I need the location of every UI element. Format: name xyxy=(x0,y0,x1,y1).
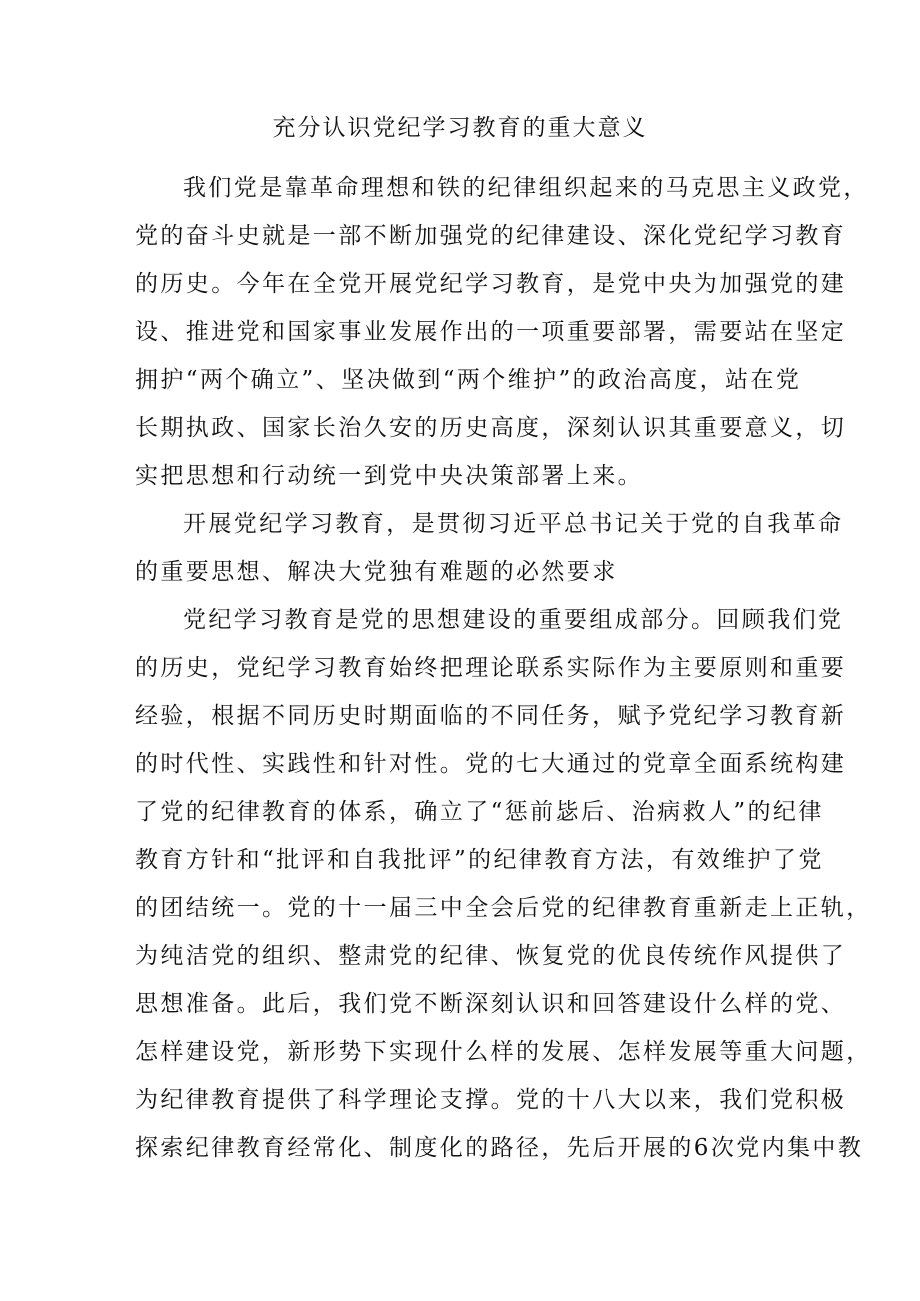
paragraph-line: 的团结统一。党的十一届三中全会后党的纪律教育重新走上正轨， xyxy=(135,895,872,921)
paragraph-line: 为纯洁党的组织、整肃党的纪律、恢复党的优良传统作风提供了 xyxy=(135,943,847,969)
paragraph-line: 的历史。今年在全党开展党纪学习教育，是党中央为加强党的建 xyxy=(135,271,847,297)
paragraph-line: 的重要思想、解决大党独有难题的必然要求 xyxy=(135,559,618,585)
paragraph-line: 长期执政、国家长治久安的历史高度，深刻认识其重要意义，切 xyxy=(135,415,847,441)
paragraph-line: 的历史，党纪学习教育始终把理论联系实际作为主要原则和重要 xyxy=(135,655,847,681)
paragraph-2 xyxy=(135,500,844,596)
paragraph-line: 为纪律教育提供了科学理论支撑。党的十八大以来，我们党积极 xyxy=(135,1087,847,1113)
paragraph-line: 的时代性、实践性和针对性。党的七大通过的党章全面系统构建 xyxy=(135,751,847,777)
paragraph-line: 党纪学习教育是党的思想建设的重要组成部分。回顾我们党 xyxy=(183,607,844,633)
paragraph-line: 我们党是靠革命理想和铁的纪律组织起来的马克思主义政党， xyxy=(183,175,869,201)
document-body xyxy=(135,164,872,1172)
paragraph-line: 实把思想和行动统一到党中央决策部署上来。 xyxy=(135,463,643,489)
paragraph-line: 拥护“两个确立”、坚决做到“两个维护”的政治高度，站在党 xyxy=(135,367,802,393)
paragraph-line: 教育方针和“批评和自我批评”的纪律教育方法，有效维护了党 xyxy=(135,847,824,873)
paragraph-1 xyxy=(135,164,869,500)
document-title: 充分认识党纪学习教育的重大意义 xyxy=(272,115,648,141)
paragraph-line: 了党的纪律教育的体系，确立了“惩前毖后、治病救人”的纪律 xyxy=(135,799,824,825)
paragraph-line: 党的奋斗史就是一部不断加强党的纪律建设、深化党纪学习教育 xyxy=(135,223,847,249)
paragraph-3 xyxy=(135,596,872,1172)
paragraph-line: 怎样建设党，新形势下实现什么样的发展、怎样发展等重大问题， xyxy=(135,1039,872,1065)
paragraph-line: 探索纪律教育经常化、制度化的路径，先后开展的6次党内集中教 xyxy=(135,1135,864,1161)
paragraph-line: 开展党纪学习教育，是贯彻习近平总书记关于党的自我革命 xyxy=(183,511,844,537)
paragraph-line: 思想准备。此后，我们党不断深刻认识和回答建设什么样的党、 xyxy=(135,991,847,1017)
paragraph-line: 设、推进党和国家事业发展作出的一项重要部署，需要站在坚定 xyxy=(135,319,847,345)
paragraph-line: 经验，根据不同历史时期面临的不同任务，赋予党纪学习教育新 xyxy=(135,703,847,729)
